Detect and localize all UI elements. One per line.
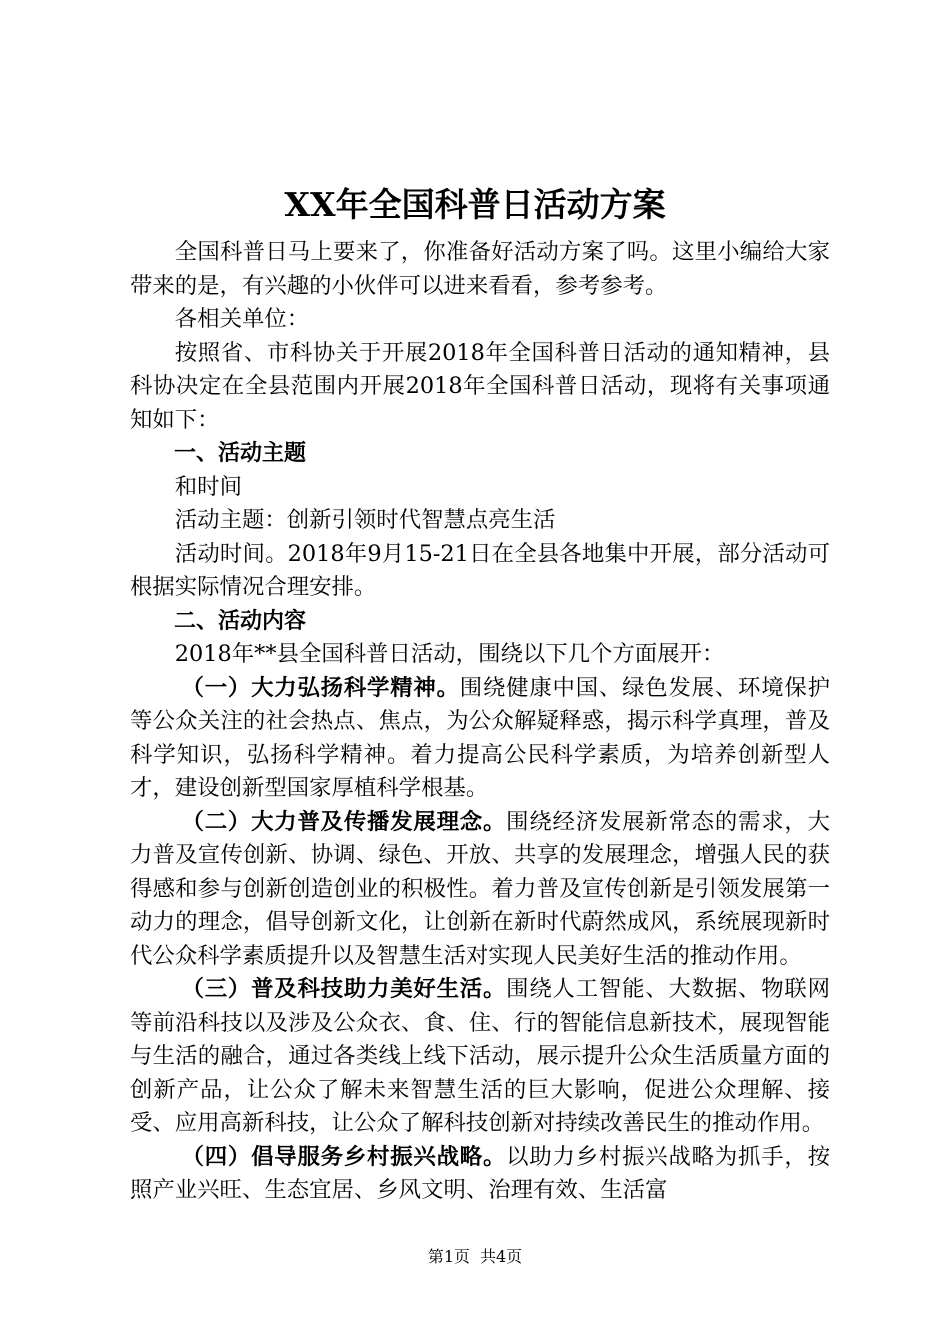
content-item-1 bbox=[130, 672, 830, 806]
content-item-title: （四）倡导服务乡村振兴战略。 bbox=[181, 1143, 507, 1170]
content-item-4 bbox=[130, 1141, 830, 1208]
content-item-title: （一）大力弘扬科学精神。 bbox=[181, 674, 460, 701]
notice-paragraph: 按照省、市科协关于开展2018年全国科普日活动的通知精神，县科协决定在全县范围内开展2018年全国科普日活动，现将有关事项通知如下： bbox=[130, 339, 830, 433]
page-number: 第1页 bbox=[427, 1247, 470, 1266]
content-item-2 bbox=[130, 806, 830, 974]
section1-heading: 一、活动主题 bbox=[174, 441, 307, 466]
content-item-3 bbox=[130, 973, 830, 1141]
content-item-text: 围绕健康中国、绿色发展、环境保护等公众关注的社会热点、焦点，为公众解疑释惑，揭示科学真理，普及科学知识，弘扬科学精神。着力提高公民科学素质，为培养创新型人才，建设创新型国家厚植科学根基。 bbox=[130, 674, 831, 801]
section2-lead: 2018年**县全国科普日活动，围绕以下几个方面展开： bbox=[174, 641, 725, 667]
section1-theme: 活动主题：创新引领时代智慧点亮生活 bbox=[174, 507, 556, 533]
section1-time: 活动时间。2018年9月15-21日在全县各地集中开展，部分活动可根据实际情况合理安排。 bbox=[130, 540, 830, 600]
document-title: XX年全国科普日活动方案 bbox=[284, 185, 666, 224]
page-footer bbox=[0, 1244, 950, 1267]
content-item-text: 以助力乡村振兴战略为抓手，按照产业兴旺、生态宜居、乡风文明、治理有效、生活富 bbox=[130, 1143, 831, 1203]
page-total: 共4页 bbox=[480, 1247, 523, 1266]
section2-heading: 二、活动内容 bbox=[174, 608, 307, 634]
content-item-text: 围绕人工智能、大数据、物联网等前沿科技以及涉及公众衣、食、住、行的智能信息新技术，展现智能与生活的融合，通过各类线上线下活动，展示提升公众生活质量方面的创新产品，让公众了解未来智慧生活的巨大影响，促进公众理解、接受、应用高新科技，让公众了解科技创新对持续改善民生的推动作用。 bbox=[130, 976, 831, 1136]
intro-paragraph: 全国科普日马上要来了，你准备好活动方案了吗。这里小编给大家带来的是，有兴趣的小伙伴可以进来看看，参考参考。 bbox=[130, 239, 830, 299]
content-item-title: （三）普及科技助力美好生活。 bbox=[181, 976, 507, 1002]
section1-subheading: 和时间 bbox=[174, 473, 242, 500]
content-item-text: 围绕经济发展新常态的需求，大力普及宣传创新、协调、绿色、开放、共享的发展理念，增强人民的获得感和参与创新创造创业的积极性。着力普及宣传创新是引领发展第一动力的理念，倡导创新文化，让创新在新时代蔚然成风，系统展现新时代公众科学素质提升以及智慧生活对实现人民美好生活的推动作用。 bbox=[130, 808, 831, 969]
content-item-title: （二）大力普及传播发展理念。 bbox=[181, 808, 507, 835]
document-body bbox=[130, 236, 830, 1208]
salutation: 各相关单位： bbox=[174, 306, 310, 332]
